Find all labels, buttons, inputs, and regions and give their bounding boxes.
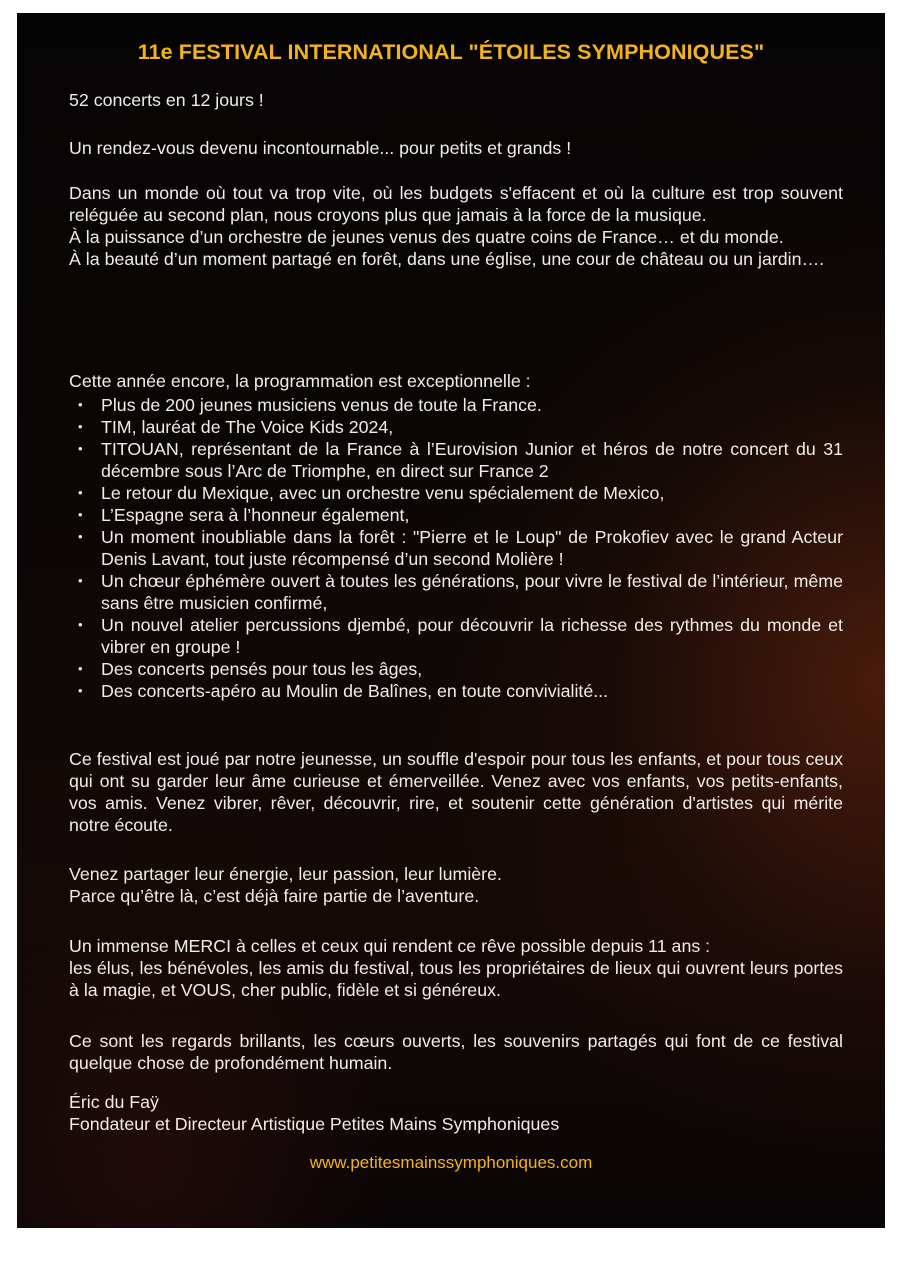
program-item-text: Plus de 200 jeunes musiciens venus de toute la France.: [101, 395, 542, 415]
bullet-icon: •: [78, 441, 83, 456]
program-item-text: L’Espagne sera à l’honneur également,: [101, 505, 410, 525]
paragraph-culture-line: À la beauté d’un moment partagé en forêt, dans une église, une cour de château ou un jardin….: [69, 249, 825, 269]
program-item: [69, 416, 843, 438]
paragraph-culture: [69, 182, 843, 270]
signature-name: Éric du Faÿ: [69, 1092, 159, 1112]
bullet-icon: •: [78, 419, 83, 434]
tagline: Un rendez-vous devenu incontournable... pour petits et grands !: [69, 138, 572, 158]
paragraph-thanks-line: les élus, les bénévoles, les amis du festival, tous les propriétaires de lieux qui ouvrent leurs portes à la magie, et VOUS, cher public, fidèle et si généreux.: [69, 958, 843, 1000]
paragraph-thanks-line: Un immense MERCI à celles et ceux qui rendent ce rêve possible depuis 11 ans :: [69, 936, 711, 956]
program-item-text: TITOUAN, représentant de la France à l’Eurovision Junior et héros de notre concert du 31 décembre sous l’Arc de Triomphe, en direct sur France 2: [101, 439, 843, 481]
paragraph-energy: [69, 863, 843, 907]
bullet-icon: •: [78, 397, 83, 412]
program-item-text: Des concerts-apéro au Moulin de Balînes, en toute convivialité...: [101, 681, 609, 701]
bullet-icon: •: [78, 683, 83, 698]
bullet-icon: •: [78, 661, 83, 676]
program-intro: Cette année encore, la programmation est exceptionnelle :: [69, 371, 531, 391]
program-item: [69, 504, 843, 526]
program-item: [69, 438, 843, 482]
program-item-text: TIM, lauréat de The Voice Kids 2024,: [101, 417, 394, 437]
website-link[interactable]: www.petitesmainssymphoniques.com: [309, 1153, 593, 1172]
program-item: [69, 614, 843, 658]
paragraph-culture-line: Dans un monde où tout va trop vite, où les budgets s'effacent et où la culture est trop souvent reléguée au second plan, nous croyons plus que jamais à la force de la musique.: [69, 183, 843, 225]
program-item: [69, 570, 843, 614]
program-item-text: Un moment inoubliable dans la forêt : "Pierre et le Loup" de Prokofiev avec le grand Acteur Denis Lavant, tout juste récompensé d’un second Molière !: [101, 527, 843, 569]
bullet-icon: •: [78, 529, 83, 544]
festival-title: 11e FESTIVAL INTERNATIONAL "ÉTOILES SYMPHONIQUES": [137, 40, 765, 64]
paragraph-thanks: [69, 935, 843, 1001]
program-item-text: Un nouvel atelier percussions djembé, pour découvrir la richesse des rythmes du monde et vibrer en groupe !: [101, 615, 843, 657]
program-item: [69, 680, 843, 702]
paragraph-energy-line: Parce qu’être là, c’est déjà faire partie de l’aventure.: [69, 886, 480, 906]
paragraph-energy-line: Venez partager leur énergie, leur passion, leur lumière.: [69, 864, 502, 884]
paragraph-youth: Ce festival est joué par notre jeunesse, un souffle d'espoir pour tous les enfants, et pour tous ceux qui ont su garder leur âme curieuse et émerveillée. Venez avec vos enfants, vos petits-enfants, vos amis. Venez vibrer, rêver, découvrir, rire, et soutenir cette génération d'artistes qui mérite notre écoute.: [69, 749, 843, 835]
signature-role: Fondateur et Directeur Artistique Petites Mains Symphoniques: [69, 1114, 560, 1134]
program-list: [69, 394, 843, 702]
program-item: [69, 658, 843, 680]
program-item: [69, 482, 843, 504]
program-item: [69, 394, 843, 416]
bullet-icon: •: [78, 485, 83, 500]
program-item: [69, 526, 843, 570]
program-item-text: Le retour du Mexique, avec un orchestre venu spécialement de Mexico,: [101, 483, 665, 503]
paragraph-closing: Ce sont les regards brillants, les cœurs ouverts, les souvenirs partagés qui font de ce festival quelque chose de profondément humain.: [69, 1031, 843, 1073]
bullet-icon: •: [78, 617, 83, 632]
program-item-text: Un chœur éphémère ouvert à toutes les générations, pour vivre le festival de l’intérieur, même sans être musicien confirmé,: [101, 571, 843, 613]
flyer-page: [17, 13, 885, 1228]
intro-line: 52 concerts en 12 jours !: [69, 90, 264, 110]
program-item-text: Des concerts pensés pour tous les âges,: [101, 659, 423, 679]
signature: [69, 1091, 843, 1135]
paragraph-culture-line: À la puissance d’un orchestre de jeunes venus des quatre coins de France… et du monde.: [69, 227, 784, 247]
bullet-icon: •: [78, 507, 83, 522]
bullet-icon: •: [78, 573, 83, 588]
